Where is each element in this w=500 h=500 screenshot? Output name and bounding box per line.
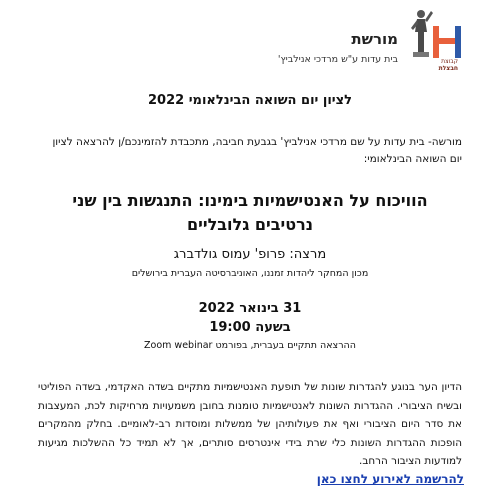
brand-title: מורשת <box>351 30 398 48</box>
lecturer-affiliation: מכון המחקר ליהדות זמננו, האוניברסיטה העברית בירושלים <box>131 268 369 279</box>
logo-caption-top: קבוצת <box>441 58 458 65</box>
event-time: בשעה 19:00 <box>209 320 291 335</box>
event-date: 31 בינואר 2022 <box>198 301 302 316</box>
lecturer-name: מרצה: פרופ' עמוס גולדברג <box>173 247 327 262</box>
lecture-title-line-1: הוויכוח על האנטישמיות בימינו: התנגשות בין שני <box>72 191 428 210</box>
hebrew-letter-logo-icon <box>430 24 464 60</box>
header-logo-block <box>136 6 460 72</box>
registration-link[interactable]: להרשמה לאירוע לחצו כאן <box>316 472 464 486</box>
intro-text: מורשה- בית עדות על שם מרדכי אנילביץ' בגבעת חביבה, מתכבדת להזמינכם/ן להרצאה לציון יום השואה הבינלאומי: <box>52 136 462 165</box>
event-format: ההרצאה תתקיים בעברית, בפורמט Zoom webinar <box>144 340 356 351</box>
brand-subtitle: בית עדות ע"ש מרדכי אנילביץ' <box>277 54 398 65</box>
event-heading: לציון יום השואה הבינלאומי 2022 <box>148 93 352 108</box>
description-paragraph: הדיון הער בנוגע להגדרות שונות של תופעת האנטישמיות מתקיים בשדה האקדמי, בשדה הפוליטי ובשיח הציבורי. ההגדרות השונות לאנטישמיות טומנות בחובן משמעויות מרחיקות לכת, המעצבות את סדר היום הציבורי ואף את פעולותיהן של ממשלות ומוסדות רב-לאומיים. בחלק מהמקרים הופכות ההגדרות השונות כלי שרת בידי אינטרסים סותרים, אך לא תמיד כל ההשלכות מגיעות למודעות הציבור הרחב. <box>38 381 462 468</box>
logo-caption-bottom: חבצלת <box>438 65 458 72</box>
lecture-title-line-2: נרטיבים גלובליים <box>187 215 313 234</box>
